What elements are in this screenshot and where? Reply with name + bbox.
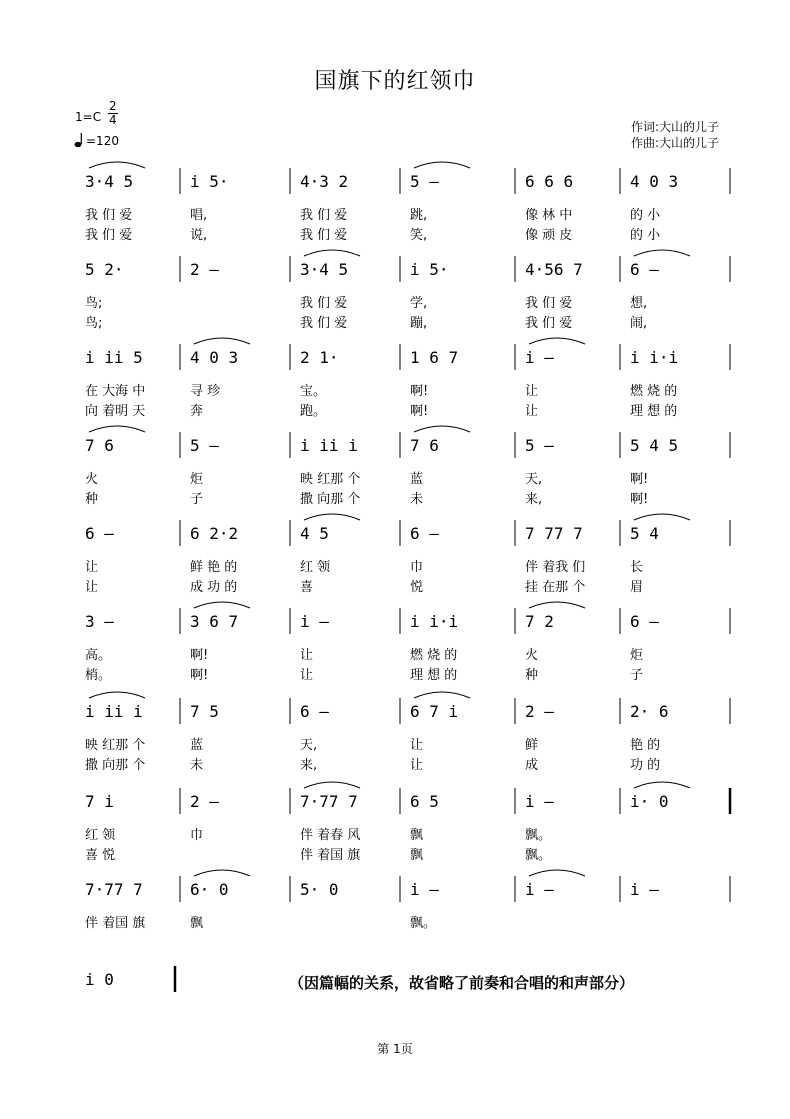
measure-notes: 6· 0 bbox=[190, 880, 229, 899]
lyrics-verse-1 bbox=[75, 556, 735, 574]
lyrics-verse-2 bbox=[75, 664, 735, 682]
lyrics-verse-1 bbox=[75, 734, 735, 752]
lyric: 鸟; bbox=[85, 296, 103, 311]
measure-notes: 3·4 5 bbox=[300, 260, 349, 279]
slur bbox=[194, 338, 250, 344]
lyric: 红 领 bbox=[300, 560, 331, 575]
lyric: 闹, bbox=[630, 316, 648, 331]
slur bbox=[414, 692, 470, 698]
time-signature bbox=[108, 100, 118, 127]
measure-notes: i 0 bbox=[85, 970, 114, 989]
measure-notes: 6 – bbox=[630, 260, 659, 279]
tempo-value: =120 bbox=[86, 134, 119, 148]
lyric: 燃 烧 的 bbox=[630, 384, 678, 399]
measure-notes: i 5· bbox=[410, 260, 449, 279]
lyric: 理 想 的 bbox=[410, 668, 458, 683]
lyric: 啊! bbox=[630, 472, 649, 487]
lyric: 唱, bbox=[190, 208, 208, 223]
slur bbox=[634, 250, 690, 256]
measure-notes: i i·i bbox=[630, 348, 679, 367]
lyrics-verse-1 bbox=[75, 292, 735, 310]
measure-notes: 2 – bbox=[525, 702, 554, 721]
measure-notes: 7 6 bbox=[85, 436, 114, 455]
measure-notes: 4 5 bbox=[300, 524, 329, 543]
lyric: 伴 着春 风 bbox=[300, 828, 361, 843]
tempo-marking bbox=[74, 132, 119, 148]
lyric: 伴 着国 旗 bbox=[300, 848, 361, 863]
slur bbox=[304, 514, 360, 520]
lyric: 让 bbox=[525, 384, 539, 399]
lyric: 像 顽 皮 bbox=[525, 228, 573, 243]
lyric: 我 们 爱 bbox=[85, 228, 133, 243]
lyric: 巾 bbox=[190, 828, 204, 843]
score-row bbox=[75, 336, 735, 426]
score-row bbox=[75, 780, 735, 870]
slur bbox=[529, 870, 585, 876]
lyric: 我 们 爱 bbox=[525, 316, 573, 331]
lyrics-verse-1 bbox=[75, 644, 735, 662]
measure-notes: i – bbox=[410, 880, 439, 899]
slur bbox=[529, 338, 585, 344]
lyric: 啊! bbox=[410, 384, 429, 399]
lyric: 巾 bbox=[410, 560, 424, 575]
lyrics-verse-2 bbox=[75, 844, 735, 862]
lyric: 飘。 bbox=[410, 916, 437, 931]
measure-notes: 5 – bbox=[410, 172, 439, 191]
lyric: 喜 悦 bbox=[85, 848, 116, 863]
measure-notes: 5 – bbox=[190, 436, 219, 455]
lyric: 撒 向那 个 bbox=[300, 492, 361, 507]
lyricist-credit: 作词:大山的儿子 bbox=[631, 120, 720, 134]
lyrics-verse-1 bbox=[75, 824, 735, 842]
lyric: 让 bbox=[85, 580, 99, 595]
lyric: 让 bbox=[410, 758, 424, 773]
measure-notes: i i·i bbox=[410, 612, 459, 631]
measure-notes: i – bbox=[525, 792, 554, 811]
measure-notes: 7 6 bbox=[410, 436, 439, 455]
lyric: 红 领 bbox=[85, 828, 116, 843]
measure-notes: i ii 5 bbox=[85, 348, 143, 367]
measure-notes: 5 4 bbox=[630, 524, 659, 543]
lyric: 种 bbox=[525, 668, 539, 683]
lyric: 功 的 bbox=[630, 758, 661, 773]
lyric: 啊! bbox=[190, 648, 209, 663]
lyric: 飘。 bbox=[525, 848, 552, 863]
lyric: 眉 bbox=[630, 580, 644, 595]
lyric: 鲜 艳 的 bbox=[190, 560, 238, 575]
lyric: 挂 在那 个 bbox=[525, 580, 586, 595]
lyric: 学, bbox=[410, 296, 428, 311]
slur bbox=[89, 692, 145, 698]
score-row bbox=[75, 424, 735, 514]
measure-notes: 6 – bbox=[630, 612, 659, 631]
slur bbox=[414, 426, 470, 432]
lyric: 让 bbox=[410, 738, 424, 753]
lyric: 说, bbox=[190, 228, 208, 243]
lyric: 让 bbox=[300, 648, 314, 663]
lyrics-verse-2 bbox=[75, 754, 735, 772]
lyric: 火 bbox=[525, 648, 539, 663]
key-signature: 1=C bbox=[75, 110, 102, 124]
measure-notes: 3 6 7 bbox=[190, 612, 239, 631]
slur bbox=[194, 602, 250, 608]
lyrics-verse-2 bbox=[75, 1022, 735, 1040]
lyric: 我 们 爱 bbox=[85, 208, 133, 223]
lyric: 飘 bbox=[190, 916, 204, 931]
slur bbox=[529, 602, 585, 608]
score-row bbox=[75, 690, 735, 780]
footnote: （因篇幅的关系，故省略了前奏和合唱的和声部分） bbox=[289, 974, 635, 992]
measure-notes: 3·4 5 bbox=[85, 172, 134, 191]
lyric: 理 想 的 bbox=[630, 404, 678, 419]
lyric: 蹦, bbox=[410, 316, 428, 331]
lyric: 飘 bbox=[410, 828, 424, 843]
lyric: 撒 向那 个 bbox=[85, 758, 146, 773]
measure-notes: 5 – bbox=[525, 436, 554, 455]
measure-notes: i· 0 bbox=[630, 792, 669, 811]
lyric: 跳, bbox=[410, 208, 428, 223]
lyric: 我 们 爱 bbox=[525, 296, 573, 311]
lyric: 炬 bbox=[190, 472, 204, 487]
measure-notes: i – bbox=[525, 348, 554, 367]
lyric: 伴 着我 们 bbox=[525, 560, 586, 575]
score-row bbox=[75, 512, 735, 602]
lyric: 飘。 bbox=[525, 828, 552, 843]
measure-notes: 7 2 bbox=[525, 612, 554, 631]
measure-notes: 7·77 7 bbox=[85, 880, 143, 899]
measure-notes: 2· 6 bbox=[630, 702, 669, 721]
lyric: 梢。 bbox=[85, 668, 112, 683]
meter-top: 2 bbox=[109, 99, 117, 113]
lyric: 我 们 爱 bbox=[300, 316, 348, 331]
measure-notes: 5 4 5 bbox=[630, 436, 679, 455]
lyrics-verse-2 bbox=[75, 932, 735, 950]
measure-notes: 5 2· bbox=[85, 260, 124, 279]
measure-notes: 2 1· bbox=[300, 348, 339, 367]
lyric: 种 bbox=[85, 492, 99, 507]
lyric: 喜 bbox=[300, 580, 314, 595]
quarter-note-icon bbox=[74, 132, 86, 148]
lyric: 子 bbox=[630, 668, 644, 683]
slur bbox=[304, 782, 360, 788]
lyric: 让 bbox=[85, 560, 99, 575]
score-row bbox=[75, 868, 735, 958]
page-number: 第 1页 bbox=[377, 1042, 413, 1056]
lyric: 成 bbox=[525, 758, 539, 773]
measure-notes: 7·77 7 bbox=[300, 792, 358, 811]
lyric: 飘 bbox=[410, 848, 424, 863]
measure-notes: 4·56 7 bbox=[525, 260, 583, 279]
lyric: 炬 bbox=[630, 648, 644, 663]
lyric: 鲜 bbox=[525, 738, 539, 753]
slur bbox=[89, 426, 145, 432]
slur bbox=[304, 250, 360, 256]
measure-notes: 4 0 3 bbox=[630, 172, 679, 191]
lyric: 我 们 爱 bbox=[300, 228, 348, 243]
lyric: 蓝 bbox=[190, 738, 204, 753]
lyric: 艳 的 bbox=[630, 738, 661, 753]
lyric: 鸟; bbox=[85, 316, 103, 331]
measure-notes: 5· 0 bbox=[300, 880, 339, 899]
lyrics-verse-2 bbox=[75, 224, 735, 242]
measure-notes: 6 2·2 bbox=[190, 524, 239, 543]
measure-notes: 6 6 6 bbox=[525, 172, 574, 191]
lyric: 寻 珍 bbox=[190, 384, 221, 399]
slur bbox=[89, 162, 145, 168]
lyric: 的 小 bbox=[630, 228, 661, 243]
measure-notes: i – bbox=[525, 880, 554, 899]
lyric: 像 林 中 bbox=[525, 208, 573, 223]
measure-notes: 6 – bbox=[410, 524, 439, 543]
measure-notes: 1 6 7 bbox=[410, 348, 459, 367]
measure-notes: 6 7 i bbox=[410, 702, 459, 721]
score-row bbox=[75, 248, 735, 338]
lyric: 让 bbox=[525, 404, 539, 419]
slur bbox=[194, 870, 250, 876]
lyric: 啊! bbox=[190, 668, 209, 683]
lyric: 让 bbox=[300, 668, 314, 683]
lyric: 向 着明 天 bbox=[85, 404, 146, 419]
lyric: 长 bbox=[630, 560, 644, 575]
lyric: 宝。 bbox=[300, 384, 327, 399]
slur bbox=[634, 514, 690, 520]
lyric: 燃 烧 的 bbox=[410, 648, 458, 663]
measure-notes: 4·3 2 bbox=[300, 172, 349, 191]
lyrics-verse-1 bbox=[75, 380, 735, 398]
lyric: 奔 bbox=[190, 404, 204, 419]
slur bbox=[414, 162, 470, 168]
measure-notes: i ii i bbox=[85, 702, 143, 721]
measure-notes: 2 – bbox=[190, 792, 219, 811]
lyric: 映 红那 个 bbox=[300, 472, 361, 487]
lyric: 高。 bbox=[85, 648, 112, 663]
lyrics-verse-2 bbox=[75, 312, 735, 330]
lyric: 跑。 bbox=[300, 404, 327, 419]
lyric: 伴 着国 旗 bbox=[85, 916, 146, 931]
lyric: 子 bbox=[190, 492, 204, 507]
composer-credit: 作曲:大山的儿子 bbox=[631, 136, 720, 150]
lyrics-verse-2 bbox=[75, 576, 735, 594]
measure-notes: i ii i bbox=[300, 436, 358, 455]
measure-notes: 6 5 bbox=[410, 792, 439, 811]
lyric: 来, bbox=[300, 758, 318, 773]
lyric: 啊! bbox=[630, 492, 649, 507]
score-row bbox=[75, 160, 735, 250]
lyric: 啊! bbox=[410, 404, 429, 419]
lyric: 的 小 bbox=[630, 208, 661, 223]
lyric: 火 bbox=[85, 472, 99, 487]
lyric: 笑, bbox=[410, 228, 428, 243]
measure-notes: 2 – bbox=[190, 260, 219, 279]
lyrics-verse-2 bbox=[75, 400, 735, 418]
lyric: 天, bbox=[525, 472, 543, 487]
measure-notes: 6 – bbox=[300, 702, 329, 721]
lyrics-verse-1 bbox=[75, 468, 735, 486]
meter-bottom: 4 bbox=[109, 113, 117, 127]
lyrics-verse-2 bbox=[75, 488, 735, 506]
measure-notes: 7 5 bbox=[190, 702, 219, 721]
lyrics-verse-1 bbox=[75, 1002, 735, 1020]
measure-notes: 4 0 3 bbox=[190, 348, 239, 367]
lyric: 未 bbox=[410, 492, 424, 507]
measure-notes: 7 i bbox=[85, 792, 114, 811]
lyric: 映 红那 个 bbox=[85, 738, 146, 753]
measure-notes: 6 – bbox=[85, 524, 114, 543]
lyric: 在 大海 中 bbox=[85, 384, 146, 399]
lyric: 未 bbox=[190, 758, 204, 773]
lyric: 天, bbox=[300, 738, 318, 753]
lyric: 悦 bbox=[410, 580, 424, 595]
measure-notes: i 5· bbox=[190, 172, 229, 191]
lyric: 成 功 的 bbox=[190, 580, 238, 595]
measure-notes: 3 – bbox=[85, 612, 114, 631]
song-title: 国旗下的红领巾 bbox=[314, 69, 476, 94]
score-row bbox=[75, 600, 735, 690]
slur bbox=[634, 782, 690, 788]
measure-notes: i – bbox=[300, 612, 329, 631]
lyric: 想, bbox=[630, 296, 648, 311]
measure-notes: 7 77 7 bbox=[525, 524, 583, 543]
lyrics-verse-1 bbox=[75, 204, 735, 222]
lyric: 我 们 爱 bbox=[300, 296, 348, 311]
lyrics-verse-1 bbox=[75, 912, 735, 930]
measure-notes: i – bbox=[630, 880, 659, 899]
lyric: 蓝 bbox=[410, 472, 424, 487]
lyric: 来, bbox=[525, 492, 543, 507]
lyric: 我 们 爱 bbox=[300, 208, 348, 223]
